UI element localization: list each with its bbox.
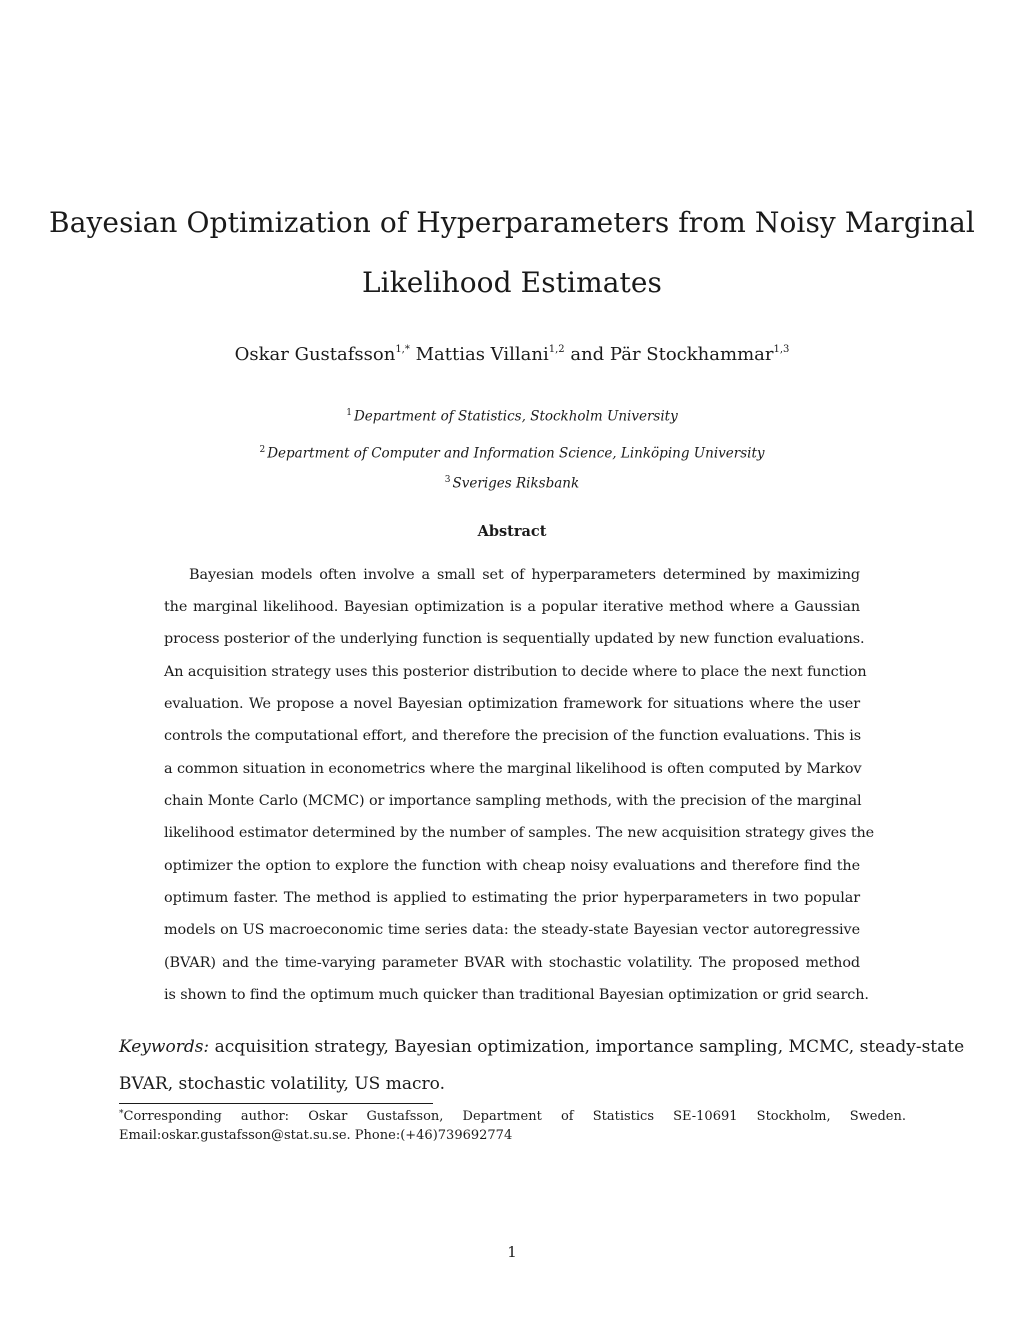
abstract-line: evaluation. We propose a novel Bayesian optimization framework for situations where the user [164, 696, 860, 712]
abstract-line: controls the computational effort, and therefore the precision of the function evaluations. This is [164, 728, 861, 744]
affiliation-text: Sveriges Riksbank [452, 475, 580, 492]
abstract-line: models on US macroeconomic time series data: the steady-state Bayesian vector autoregressive [164, 922, 860, 938]
keywords-line-1 [119, 1036, 965, 1058]
author-name: Oskar Gustafsson [234, 344, 396, 365]
footnote-line-2: Email:oskar.gustafsson@stat.su.se. Phone:(+46)739692774 [119, 1128, 513, 1143]
abstract-line: optimizer the option to explore the function with cheap noisy evaluations and therefore find the [164, 858, 860, 874]
abstract-line: a common situation in econometrics where the marginal likelihood is often computed by Markov [164, 761, 862, 777]
affiliation-mark: 3 [444, 475, 451, 485]
author-affil-marks: 1,3 [773, 344, 790, 355]
author-name: Pär Stockhammar [609, 344, 774, 365]
abstract-heading: Abstract [477, 523, 547, 540]
footnote-text: Corresponding author: Oskar Gustafsson, Department of Statistics SE-10691 Stockholm, Sweden. [123, 1109, 906, 1124]
affiliation-mark: 1 [346, 408, 352, 418]
abstract-line: optimum faster. The method is applied to estimating the prior hyperparameters in two popular [164, 890, 860, 906]
affiliation [0, 471, 1024, 493]
affiliation-mark: 2 [259, 445, 266, 455]
abstract-line: process posterior of the underlying function is sequentially updated by new function evaluations. [164, 631, 865, 647]
keywords-line-2: BVAR, stochastic volatility, US macro. [119, 1074, 445, 1094]
affiliation-text: Department of Statistics, Stockholm University [353, 408, 678, 425]
keywords-text: acquisition strategy, Bayesian optimization, importance sampling, MCMC, steady-state [214, 1037, 965, 1057]
footnote-line-1 [119, 1108, 906, 1127]
author-affil-marks: 1,* [395, 344, 410, 355]
author-list: Oskar Gustafsson$^{1,*}$ Mattias Villani$^{1,2}$ and Pär Stockhammar$^{1,3}$ [234, 344, 790, 365]
page-number: 1 [507, 1243, 517, 1261]
keywords-label: Keywords: [119, 1037, 210, 1057]
affiliation-text: Department of Computer and Information Science, Linköping University [267, 445, 765, 462]
affiliation [0, 404, 1024, 426]
abstract-line: likelihood estimator determined by the number of samples. The new acquisition strategy gives the [164, 825, 875, 841]
abstract-line: An acquisition strategy uses this posterior distribution to decide where to place the next function [164, 664, 867, 680]
paper-title-line-2: Likelihood Estimates [361, 266, 663, 299]
footnote-divider [119, 1103, 433, 1104]
abstract-line: (BVAR) and the time-varying parameter BVAR with stochastic volatility. The proposed method [164, 955, 860, 971]
abstract-line: Bayesian models often involve a small set of hyperparameters determined by maximizing [189, 567, 860, 583]
footnote-mark: * [119, 1109, 124, 1119]
abstract-line: is shown to find the optimum much quicker than traditional Bayesian optimization or grid search. [164, 987, 869, 1003]
author-affil-marks: 1,2 [548, 344, 565, 355]
paper-title-line-1: Bayesian Optimization of Hyperparameters from Noisy Marginal [49, 206, 975, 239]
abstract-line: chain Monte Carlo (MCMC) or importance sampling methods, with the precision of the marginal [164, 793, 862, 809]
author-name: Mattias Villani [415, 344, 549, 365]
affiliation [0, 441, 1024, 463]
abstract-line: the marginal likelihood. Bayesian optimization is a popular iterative method where a Gaussian [164, 599, 860, 615]
